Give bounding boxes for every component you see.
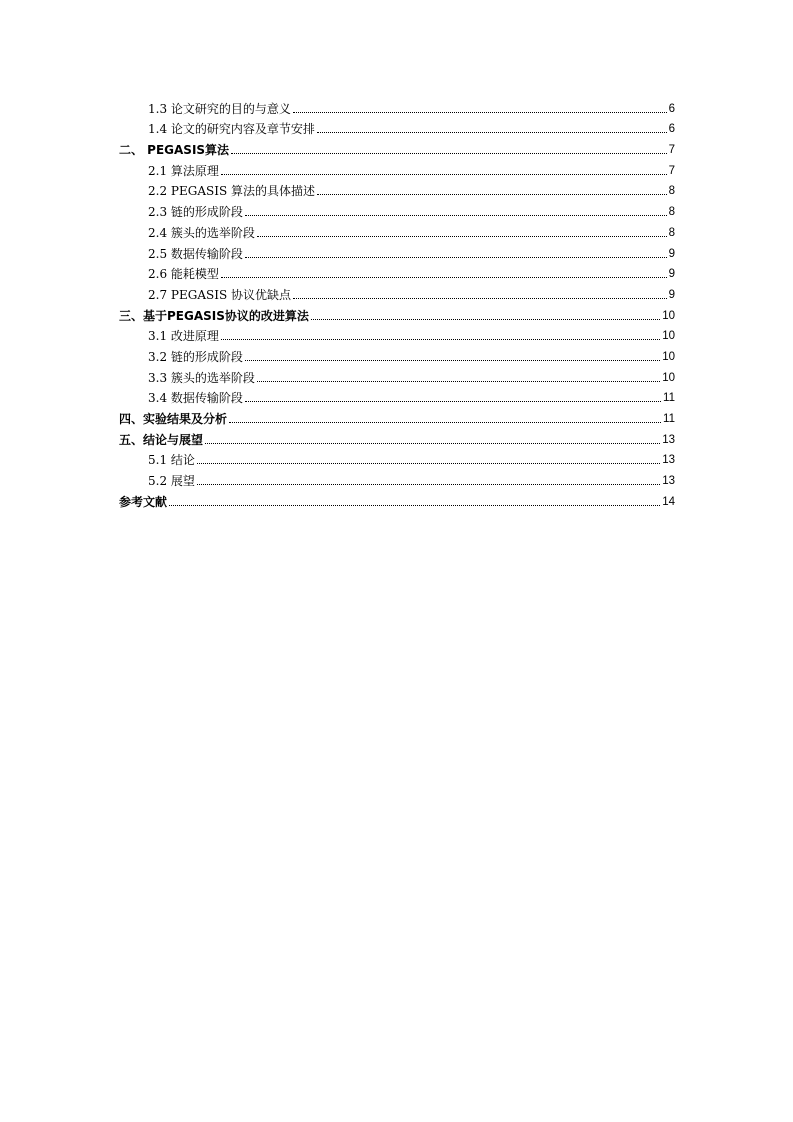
toc-entry[interactable]	[119, 281, 675, 302]
toc-entry-page: 6	[668, 123, 675, 136]
toc-entry-title: 3.3 簇头的选举阶段	[148, 370, 255, 385]
toc-dot-leader	[317, 132, 667, 133]
toc-chapter-entry[interactable]	[119, 405, 675, 426]
toc-dot-leader	[245, 257, 667, 258]
toc-entry[interactable]	[119, 116, 675, 137]
toc-entry[interactable]	[119, 219, 675, 240]
toc-entry-title: 2.5 数据传输阶段	[148, 246, 243, 261]
toc-dot-leader	[257, 236, 667, 237]
toc-dot-leader	[205, 443, 660, 444]
toc-dot-leader	[245, 215, 667, 216]
toc-dot-leader	[311, 319, 660, 320]
toc-dot-leader	[293, 298, 667, 299]
toc-dot-leader	[257, 381, 660, 382]
toc-entry-title: 3.2 链的形成阶段	[148, 349, 243, 364]
toc-chapter-entry[interactable]	[119, 302, 675, 323]
toc-entry-page: 8	[668, 206, 675, 219]
toc-entry-page: 10	[662, 371, 675, 384]
toc-entry-page: 8	[668, 226, 675, 239]
toc-entry[interactable]	[119, 95, 675, 116]
toc-dot-leader	[229, 422, 661, 423]
toc-entry-title: 5.1 结论	[148, 453, 195, 468]
toc-entry-page: 6	[668, 102, 675, 115]
toc-entry-page: 14	[662, 495, 675, 508]
table-of-contents	[119, 95, 675, 509]
toc-dot-leader	[221, 174, 667, 175]
toc-dot-leader	[317, 194, 667, 195]
toc-entry[interactable]	[119, 385, 675, 406]
toc-dot-leader	[293, 112, 667, 113]
toc-entry-title: 五、结论与展望	[119, 432, 204, 447]
toc-dot-leader	[221, 339, 660, 340]
toc-entry-page: 10	[662, 309, 675, 322]
toc-entry[interactable]	[119, 343, 675, 364]
toc-dot-leader	[197, 484, 660, 485]
toc-entry-title: 参考文献	[119, 494, 168, 509]
toc-dot-leader	[221, 277, 667, 278]
toc-entry-page: 13	[662, 475, 675, 488]
toc-entry-page: 7	[668, 164, 675, 177]
toc-dot-leader	[245, 401, 661, 402]
toc-entry-title: 5.2 展望	[148, 474, 195, 489]
toc-entry[interactable]	[119, 467, 675, 488]
toc-entry[interactable]	[119, 261, 675, 282]
toc-entry[interactable]	[119, 198, 675, 219]
toc-entry[interactable]	[119, 364, 675, 385]
toc-chapter-entry[interactable]	[119, 136, 675, 157]
toc-entry-page: 13	[662, 454, 675, 467]
toc-entry-page: 11	[663, 413, 675, 425]
toc-entry-title: 2.2 PEGASIS 算法的具体描述	[148, 184, 315, 199]
toc-entry-page: 10	[662, 330, 675, 343]
toc-entry-title: 2.7 PEGASIS 协议优缺点	[148, 287, 291, 302]
toc-entry-title: 3.4 数据传输阶段	[148, 391, 243, 406]
toc-entry[interactable]	[119, 447, 675, 468]
toc-entry-title: 三、基于PEGASIS协议的改进算法	[119, 308, 309, 323]
toc-entry-page: 9	[668, 247, 675, 260]
toc-entry-page: 13	[662, 433, 675, 446]
toc-dot-leader	[231, 153, 667, 154]
toc-entry-title: 2.6 能耗模型	[148, 267, 219, 282]
toc-entry-title: 四、实验结果及分析	[119, 412, 228, 426]
toc-entry[interactable]	[119, 240, 675, 261]
toc-entry-title: 1.3 论文研究的目的与意义	[148, 101, 291, 116]
toc-entry-page: 8	[668, 185, 675, 198]
toc-entry-title: 二、 PEGASIS算法	[119, 143, 230, 158]
toc-entry-page: 9	[668, 288, 675, 301]
toc-entry[interactable]	[119, 323, 675, 344]
toc-entry[interactable]	[119, 157, 675, 178]
toc-dot-leader	[245, 360, 660, 361]
toc-entry[interactable]	[119, 178, 675, 199]
toc-chapter-entry[interactable]	[119, 426, 675, 447]
toc-entry-page: 10	[662, 350, 675, 363]
toc-chapter-entry[interactable]	[119, 488, 675, 509]
toc-entry-page: 11	[663, 392, 675, 405]
toc-entry-page: 9	[668, 268, 675, 281]
toc-entry-title: 3.1 改进原理	[148, 329, 219, 344]
toc-entry-title: 2.4 簇头的选举阶段	[148, 225, 255, 240]
toc-dot-leader	[169, 505, 660, 506]
toc-entry-page: 7	[668, 144, 675, 157]
toc-entry-title: 1.4 论文的研究内容及章节安排	[148, 122, 315, 137]
toc-entry-title: 2.3 链的形成阶段	[148, 205, 243, 220]
toc-dot-leader	[197, 463, 660, 464]
toc-entry-title: 2.1 算法原理	[148, 163, 219, 178]
